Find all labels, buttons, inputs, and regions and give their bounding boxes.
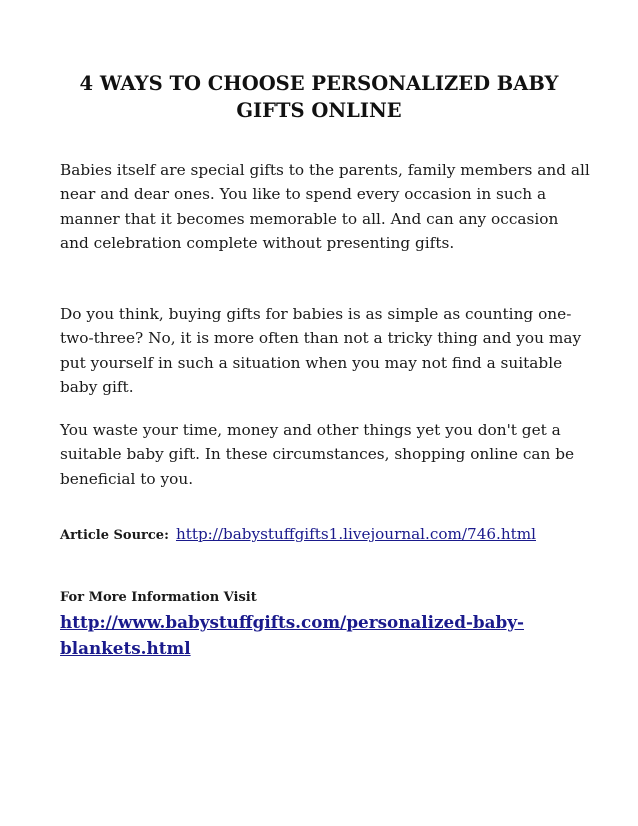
more-info-link[interactable]: http://www.babystuffgifts.com/personalized-baby-blankets.html (60, 612, 524, 658)
paragraph-intro: Babies itself are special gifts to the parents, family members and all near and dear ones. You like to spend every occasion in such a manner that it becomes memorable to all. And can any occasion and celebration complete without presenting gifts. (60, 161, 590, 253)
article-title: 4 WAYS TO CHOOSE PERSONALIZED BABY GIFTS ONLINE (79, 72, 559, 122)
paragraph-question: Do you think, buying gifts for babies is as simple as counting one-two-three? No, it is more often than not a tricky thing and you may put yourself in such a situation when you may not find a suitable baby gift. (60, 305, 582, 397)
more-info-label: For More Information Visit (60, 590, 257, 605)
article-source (60, 524, 600, 543)
article-source-link[interactable]: http://babystuffgifts1.livejournal.com/746.html (175, 525, 536, 543)
paragraph-solution: You waste your time, money and other things yet you don't get a suitable baby gift. In these circumstances, shopping online can be beneficial to you. (60, 421, 575, 488)
article-source-label: Article Source: (60, 528, 169, 543)
